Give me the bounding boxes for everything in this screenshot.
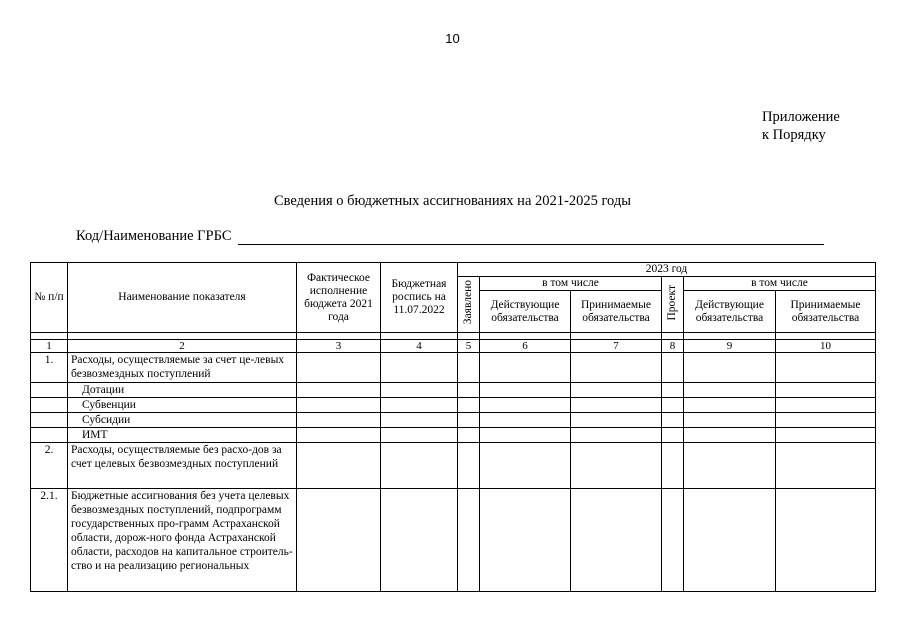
appendix-note — [762, 108, 840, 144]
grbs-field — [76, 228, 824, 245]
row-name: Расходы, осуществляемые за счет це-левых безвозмездных поступлений — [68, 353, 297, 383]
column-number: 7 — [571, 340, 662, 353]
table-row — [31, 353, 876, 383]
column-number: 5 — [458, 340, 480, 353]
column-number: 9 — [684, 340, 776, 353]
row-number: 2. — [31, 443, 68, 489]
row-name: ИМТ — [68, 428, 297, 443]
row-name: Дотации — [68, 383, 297, 398]
header-incl-1: в том числе — [480, 277, 662, 291]
table-row — [31, 489, 876, 592]
header-accepted-1: Принимаемые обязательства — [571, 291, 662, 333]
row-name: Бюджетные ассигнования без учета целевых безвозмездных поступлений, подпрограмм государственных про-грамм Астраханской области, дорож-ного фонда Астраханской области, расходов на капитальное строитель-ство и на реализацию региональных — [68, 489, 297, 592]
column-number: 6 — [480, 340, 571, 353]
column-number-row — [31, 340, 876, 353]
table-row — [31, 383, 876, 398]
row-name: Субвенции — [68, 398, 297, 413]
column-number: 2 — [68, 340, 297, 353]
column-number: 3 — [297, 340, 381, 353]
column-number: 10 — [776, 340, 876, 353]
column-number: 1 — [31, 340, 68, 353]
row-number: 1. — [31, 353, 68, 383]
row-number — [31, 398, 68, 413]
header-num: № п/п — [31, 263, 68, 333]
header-project: Проект — [662, 277, 684, 333]
header-budget: Бюджетная роспись на 11.07.2022 — [381, 263, 458, 333]
table-row — [31, 428, 876, 443]
page-number: 10 — [445, 31, 460, 46]
row-number — [31, 413, 68, 428]
document-title: Сведения о бюджетных ассигнованиях на 2021-2025 годы — [274, 193, 631, 209]
row-number: 2.1. — [31, 489, 68, 592]
table-row — [31, 398, 876, 413]
row-name: Субсидии — [68, 413, 297, 428]
table-row — [31, 413, 876, 428]
header-accepted-2: Принимаемые обязательства — [776, 291, 876, 333]
grbs-blank-line — [238, 230, 824, 245]
row-number — [31, 383, 68, 398]
header-year: 2023 год — [458, 263, 876, 277]
header-name: Наименование показателя — [68, 263, 297, 333]
grbs-label: Код/Наименование ГРБС — [76, 228, 232, 244]
header-incl-2: в том числе — [684, 277, 876, 291]
header-declared: Заявлено — [458, 277, 480, 333]
header-current-2: Действующие обязательства — [684, 291, 776, 333]
row-number — [31, 428, 68, 443]
header-actual: Фактическое исполнение бюджета 2021 года — [297, 263, 381, 333]
appendix-line-2: к Порядку — [762, 127, 826, 143]
header-current-1: Действующие обязательства — [480, 291, 571, 333]
column-number: 4 — [381, 340, 458, 353]
row-name: Расходы, осуществляемые без расхо-дов за счет целевых безвозмездных поступлений — [68, 443, 297, 489]
column-number: 8 — [662, 340, 684, 353]
budget-table — [30, 262, 876, 592]
table-row — [31, 443, 876, 489]
appendix-line-1: Приложение — [762, 109, 840, 125]
